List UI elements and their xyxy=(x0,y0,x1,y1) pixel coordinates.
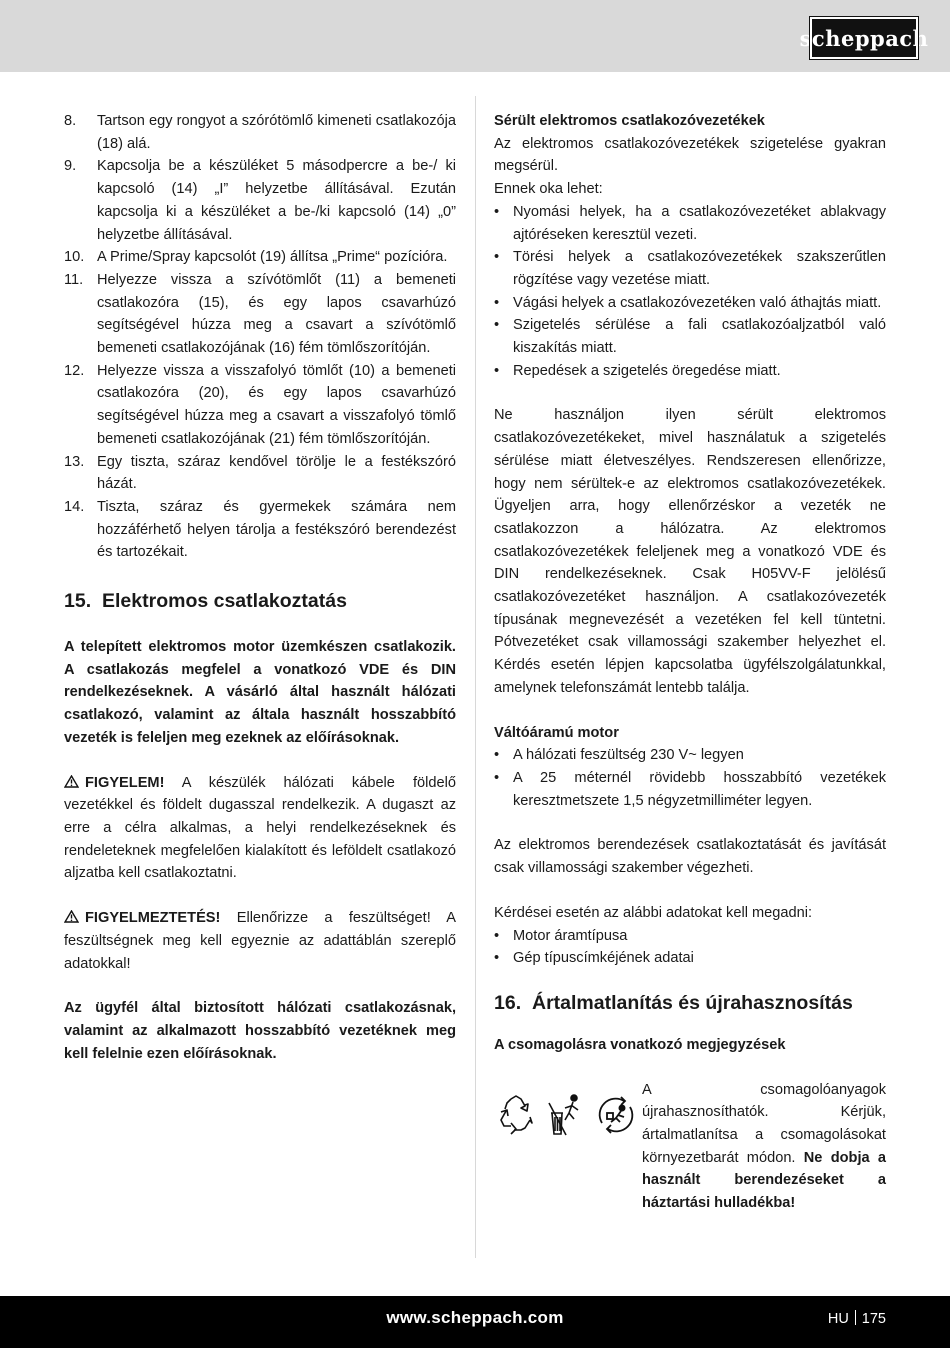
brand-logo: scheppach xyxy=(810,17,918,59)
column-divider xyxy=(475,96,476,1258)
page-number: HU 175 xyxy=(827,1311,886,1327)
bin-icon xyxy=(544,1093,588,1137)
footer-bar xyxy=(0,1296,950,1348)
list-item: • Nyomási helyek, ha a csatlakozóvezetéket ablakvagy ajtóréseken keresztül vezeti. xyxy=(494,203,886,243)
damaged-cables-heading: Sérült elektromos csatlakozóvezetékek xyxy=(494,113,765,129)
warning-paragraph-2: FIGYELMEZTETÉS! Ellenőrizze a feszültséget! A feszültségnek meg kell egyeznie az adattáblán szereplő adatokkal! xyxy=(64,910,456,972)
repair-paragraph: Az elektromos berendezések csatlakoztatását és javítását csak villamossági szakember végezheti. xyxy=(494,837,886,877)
packaging-text: A csomagolóanyagok újrahasznosíthatók. Kérjük, ártalmatlanítsa a csomagolásokat környezetbarát módon. Ne dobja a használt berendezéseket a háztartási hulladékba! xyxy=(642,1081,886,1212)
damaged-cables-intro: Az elektromos csatlakozóvezetékek szigetelése gyakran megsérül. xyxy=(494,135,886,175)
list-item: 14. Tiszta, száraz és gyermekek számára nem hozzáférhető helyen tárolja a festékszóró berendezést és tartozékait. xyxy=(64,498,456,561)
recycle-person-icon xyxy=(594,1093,638,1137)
ac-motor-heading: Váltóáramú motor xyxy=(494,724,619,741)
website-link[interactable]: www.scheppach.com xyxy=(386,1308,564,1327)
right-column xyxy=(494,110,886,1215)
list-item: • Motor áramtípusa xyxy=(494,927,628,944)
list-item: • A hálózati feszültség 230 V~ legyen xyxy=(494,747,744,764)
section-15-intro: A telepített elektromos motor üzemkészen csatlakozik. A csatlakozás megfelel a vonatkozó VDE és DIN rendelkezéseknek. A vásárló által használt hálózati csatlakozó, valamint az általa használt hosszabbító vezeték is feleljen meg ezeknek az előírásoknak. xyxy=(64,639,456,746)
list-item: • Repedések a szigetelés öregedése miatt. xyxy=(494,362,781,379)
ac-motor-list xyxy=(494,744,886,812)
list-item: 8. Tartson egy rongyot a szórótömlő kimeneti csatlakozója (18) alá. xyxy=(64,113,456,152)
section-15-closing: Az ügyfél által biztosított hálózati csatlakozásnak, valamint az alkalmazott hosszabbító vezetéknek meg kell felelnie ezen előírásoknak. xyxy=(64,1000,456,1062)
disposal-icons xyxy=(494,1079,642,1215)
warning-triangle-icon xyxy=(64,775,79,788)
packaging-block xyxy=(494,1079,886,1215)
list-item: 11. Helyezze vissza a szívótömlőt (11) a bemeneti csatlakozóra (15), és egy lapos csavarhúzó segítségével húzza meg a csavart a szívótömlő bemeneti csatlakozójának (16) fém tömlőszorítóján. xyxy=(64,271,456,357)
list-item: 13. Egy tiszta, száraz kendővel törölje le a festékszóró házát. xyxy=(64,453,456,493)
header-bar xyxy=(0,0,950,72)
questions-paragraph: Kérdései esetén az alábbi adatokat kell megadni: xyxy=(494,904,813,921)
list-item: • Szigetelés sérülése a fali csatlakozóaljzatból való kiszakítás miatt. xyxy=(494,317,886,357)
causes-label: Ennek oka lehet: xyxy=(494,181,603,198)
section-16-heading: 16. Ártalmatlanítás és újrahasznosítás xyxy=(494,991,853,1014)
list-item: • Vágási helyek a csatlakozóvezetéken való áthajtás miatt. xyxy=(494,294,882,311)
damaged-cables-paragraph: Ne használjon ilyen sérült elektromos csatlakozóvezetékeket, mivel használatuk a szigetelés sérülése miatt életveszélyes. Rendszeresen ellenőrizze, hogy nem sérültek-e az elektromos csatlakozóvezetékek. Ügyeljen arra, hogy ellenőrzéskor a vezeték ne csatlakozzon a hálózatra. Az elektromos csatlakozóvezetékek feleljenek meg a vonatkozó VDE és DIN rendelkezéseknek. Csak H05VV-F jelölésű csatlakozóvezetéket használjon. A csatlakozóvezeték típusának megnevezését a vezetéken fel kell tüntetni. Pótvezetéket csak villamossági szakember helyezhet el. Kérdés esetén lépjen kapcsolatba ügyfélszolgálatunkkal, amelynek telefonszámát lentebb találja. xyxy=(494,407,886,696)
list-item: • A 25 méternél rövidebb hosszabbító vezetékek keresztmetszete 1,5 négyzetmilliméter legyen. xyxy=(494,769,886,809)
questions-list xyxy=(494,925,886,970)
warning-paragraph-1: FIGYELEM! A készülék hálózati kábele földelő vezetékkel és földelt dugasszal rendelkezik. A dugaszt az erre a célra alkalmas, a helyi rendelkezéseknek és rendeleteknek megfelelően kialakított és leföldelt csatlakozó aljzatba kell csatlakoztatni. xyxy=(64,774,456,882)
list-item: • Törési helyek a csatlakozóvezetékek szakszerűtlen rögzítése vagy vezetése miatt. xyxy=(494,249,886,288)
list-item: • Gép típuscímkéjének adatai xyxy=(494,950,694,967)
list-item: 9. Kapcsolja be a készüléket 5 másodpercre a be-/ ki kapcsoló (14) „I” helyzetbe állításával. Ezután kapcsolja ki a készüléket a be-/ki kapcsoló (14) „0” helyzetbe állításával. xyxy=(64,158,456,243)
warning-triangle-icon xyxy=(64,910,79,923)
recycle-icon xyxy=(494,1093,538,1137)
steps-list xyxy=(64,110,456,564)
left-column xyxy=(64,110,456,1065)
section-15-heading: 15. Elektromos csatlakoztatás xyxy=(64,590,347,613)
list-item: 12. Helyezze vissza a visszafolyó tömlőt (10) a bemeneti csatlakozóra (20), és egy lapos csavarhúzó segítségével húzza meg a csavart a visszafolyó tömlő bemeneti csatlakozójának (21) fém tömlőszorítóján. xyxy=(64,362,456,447)
packaging-heading: A csomagolásra vonatkozó megjegyzések xyxy=(494,1036,786,1053)
list-item: 10. A Prime/Spray kapcsolót (19) állítsa „Prime“ pozícióra. xyxy=(64,249,448,266)
causes-list xyxy=(494,201,886,383)
